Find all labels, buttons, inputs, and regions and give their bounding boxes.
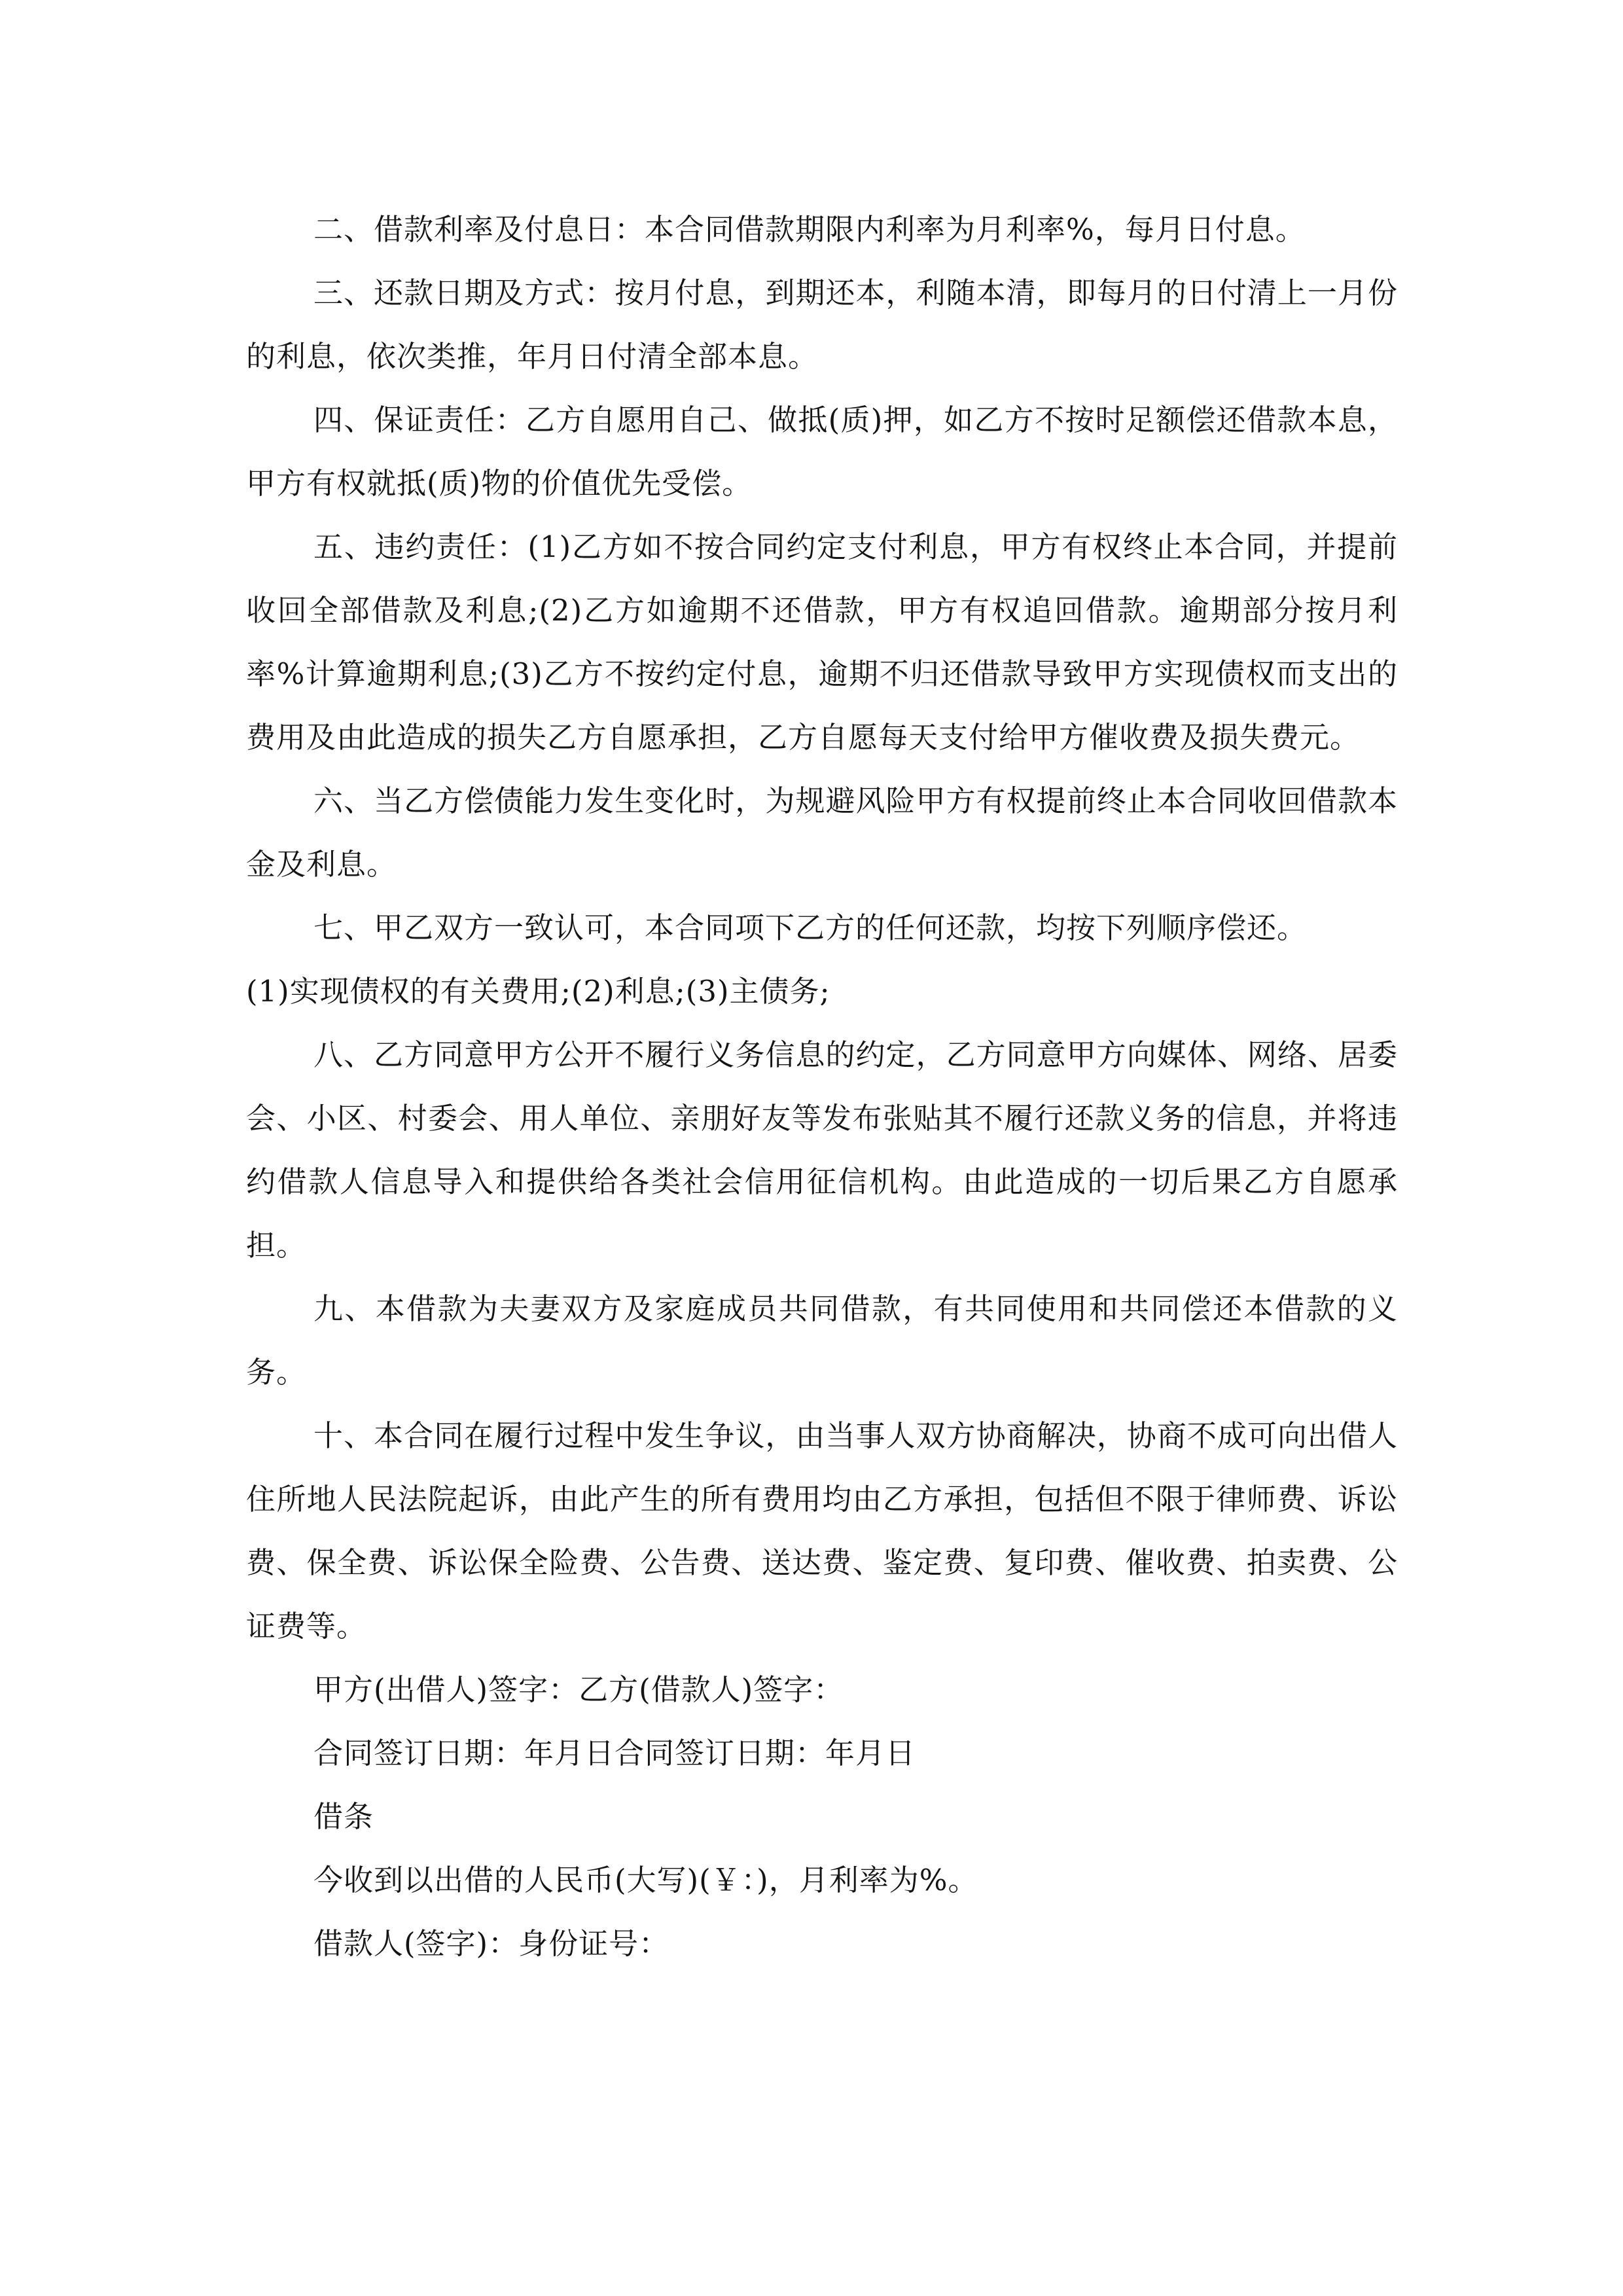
clause-9-joint-debt: 九、本借款为夫妻双方及家庭成员共同借款，有共同使用和共同偿还本借款的义务。 [246,1291,1398,1390]
signature-line: 甲方(出借人)签字：乙方(借款人)签字： [313,1672,844,1707]
clause-10-disputes: 十、本合同在履行过程中发生争议，由当事人双方协商解决，协商不成可向出借人住所地人民法院起诉，由此产生的所有费用均由乙方承担，包括但不限于律师费、诉讼费、保全费、诉讼保全险费、公告费、送达费、鉴定费、复印费、催收费、拍卖费、公证费等。 [246,1418,1398,1643]
clause-7-order-list: (1)实现债权的有关费用;(2)利息;(3)主债务; [246,974,830,1009]
clause-5-breach: 五、违约责任：(1)乙方如不按合同约定支付利息，甲方有权终止本合同，并提前收回全部借款及利息;(2)乙方如逾期不还借款，甲方有权追回借款。逾期部分按月利率%计算逾期利息;(3)乙方不按约定付息，逾期不归还借款导致甲方实现债权而支出的费用及由此造成的损失乙方自愿承担，乙方自愿每天支付给甲方催收费及损失费元。 [246,529,1398,755]
clause-6-early-termination: 六、当乙方偿债能力发生变化时，为规避风险甲方有权提前终止本合同收回借款本金及利息。 [246,783,1398,882]
signing-date-line: 合同签订日期：年月日合同签订日期：年月日 [313,1736,916,1770]
borrower-signature-line: 借款人(签字)：身份证号： [313,1926,669,1961]
clause-8-disclosure: 八、乙方同意甲方公开不履行义务信息的约定，乙方同意甲方向媒体、网络、居委会、小区、村委会、用人单位、亲朋好友等发布张贴其不履行还款义务的信息，并将违约借款人信息导入和提供给各类社会信用征信机构。由此造成的一切后果乙方自愿承担。 [246,1037,1398,1263]
document-body [246,198,1398,1975]
iou-title: 借条 [313,1799,374,1834]
clause-2-interest-rate: 二、借款利率及付息日：本合同借款期限内利率为月利率%，每月日付息。 [313,212,1306,247]
iou-receipt-line: 今收到以出借的人民币(大写)(￥：)，月利率为%。 [313,1863,978,1897]
clause-4-guarantee: 四、保证责任：乙方自愿用自己、做抵(质)押，如乙方不按时足额偿还借款本息，甲方有权就抵(质)物的价值优先受偿。 [246,403,1398,501]
clause-7-repayment-order: 七、甲乙双方一致认可，本合同项下乙方的任何还款，均按下列顺序偿还。 [313,910,1308,945]
clause-3-repayment: 三、还款日期及方式：按月付息，到期还本，利随本清，即每月的日付清上一月份的利息，依次类推，年月日付清全部本息。 [246,276,1398,374]
